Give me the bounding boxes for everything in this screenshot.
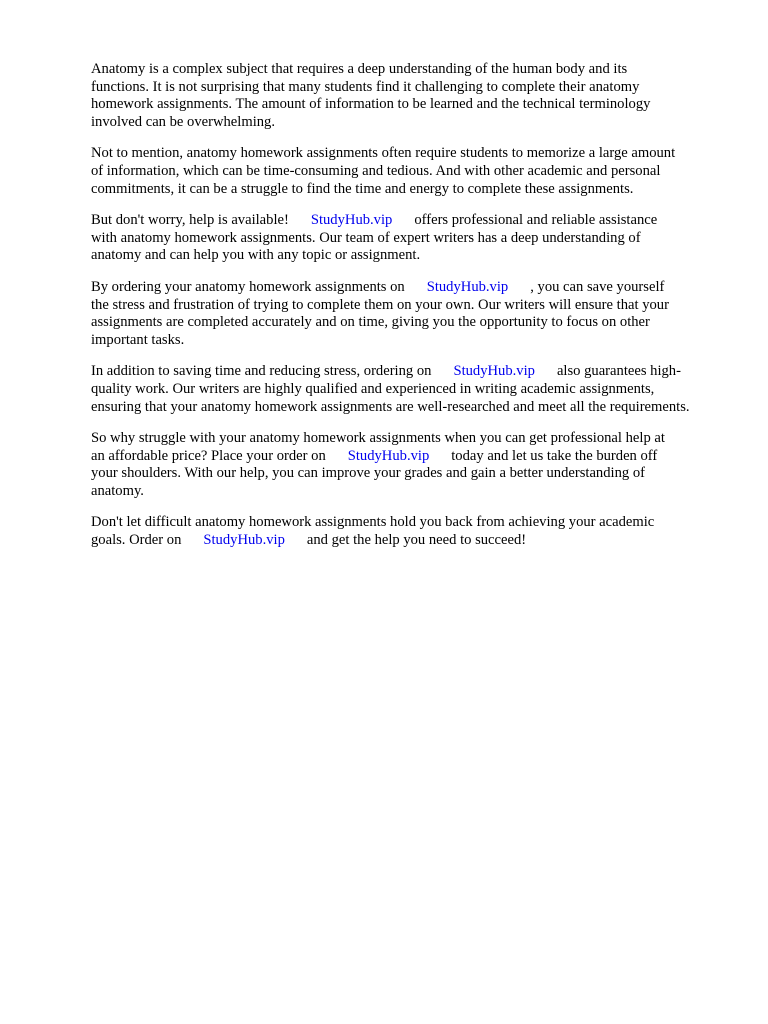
text-segment: In addition to saving time and reducing stress, ordering on <box>91 363 432 380</box>
studyhub-link[interactable]: StudyHub.vip <box>310 212 393 229</box>
studyhub-link[interactable]: StudyHub.vip <box>426 278 509 295</box>
text-line: the stress and frustration of trying to complete them on your own. Our writers will ensure that your <box>91 296 669 313</box>
text-line: assignments are completed accurately and on time, giving you the opportunity to focus on other <box>91 314 650 331</box>
text-line: of information, which can be time-consuming and tedious. And with other academic and personal <box>91 162 661 179</box>
text-line: ensuring that your anatomy homework assignments are well-researched and meet all the requirements. <box>91 398 690 415</box>
text-line <box>91 212 731 230</box>
text-line: important tasks. <box>91 331 185 348</box>
text-line: Anatomy is a complex subject that requires a deep understanding of the human body and its <box>91 61 628 77</box>
text-line <box>91 363 731 381</box>
text-line: homework assignments. The amount of information to be learned and the technical terminology <box>91 96 651 113</box>
studyhub-link[interactable]: StudyHub.vip <box>203 532 285 549</box>
paragraph-help-available <box>91 212 731 265</box>
text-line: with anatomy homework assignments. Our team of expert writers has a deep understanding of <box>91 229 641 246</box>
paragraph-memorize <box>91 145 731 198</box>
text-line: involved can be overwhelming. <box>91 113 275 130</box>
text-line: anatomy. <box>91 482 144 499</box>
paragraph-quality <box>91 363 731 416</box>
paragraph-intro <box>91 61 731 131</box>
text-segment: also guarantees high- <box>556 363 681 380</box>
text-segment: today and let us take the burden off <box>451 447 658 464</box>
text-line: anatomy and can help you with any topic or assignment. <box>91 247 421 264</box>
text-line <box>91 448 731 466</box>
text-segment: offers professional and reliable assistance <box>414 212 658 229</box>
text-line: functions. It is not surprising that many students find it challenging to complete their anatomy <box>91 78 640 95</box>
text-segment: and get the help you need to succeed! <box>306 532 527 549</box>
text-line: So why struggle with your anatomy homework assignments when you can get professional help at <box>91 430 665 447</box>
text-line: quality work. Our writers are highly qualified and experienced in writing academic assignments, <box>91 380 655 397</box>
text-segment: By ordering your anatomy homework assignments on <box>91 278 405 295</box>
studyhub-link[interactable]: StudyHub.vip <box>453 363 535 380</box>
text-line <box>91 532 731 550</box>
text-segment: goals. Order on <box>91 532 182 549</box>
text-segment: an affordable price? Place your order on <box>91 447 326 464</box>
text-line <box>91 279 731 297</box>
studyhub-link[interactable]: StudyHub.vip <box>347 447 430 464</box>
paragraph-why-struggle <box>91 430 731 500</box>
text-line: Not to mention, anatomy homework assignments often require students to memorize a large amount <box>91 145 676 162</box>
text-segment: But don't worry, help is available! <box>91 212 289 229</box>
text-line: your shoulders. With our help, you can improve your grades and gain a better understanding of <box>91 465 645 482</box>
paragraph-closing <box>91 514 731 549</box>
text-line: Don't let difficult anatomy homework assignments hold you back from achieving your academic <box>91 514 655 531</box>
paragraph-ordering <box>91 279 731 349</box>
text-line: commitments, it can be a struggle to find the time and energy to complete these assignments. <box>91 180 634 197</box>
text-segment: , you can save yourself <box>530 278 665 295</box>
document-page <box>91 61 731 564</box>
